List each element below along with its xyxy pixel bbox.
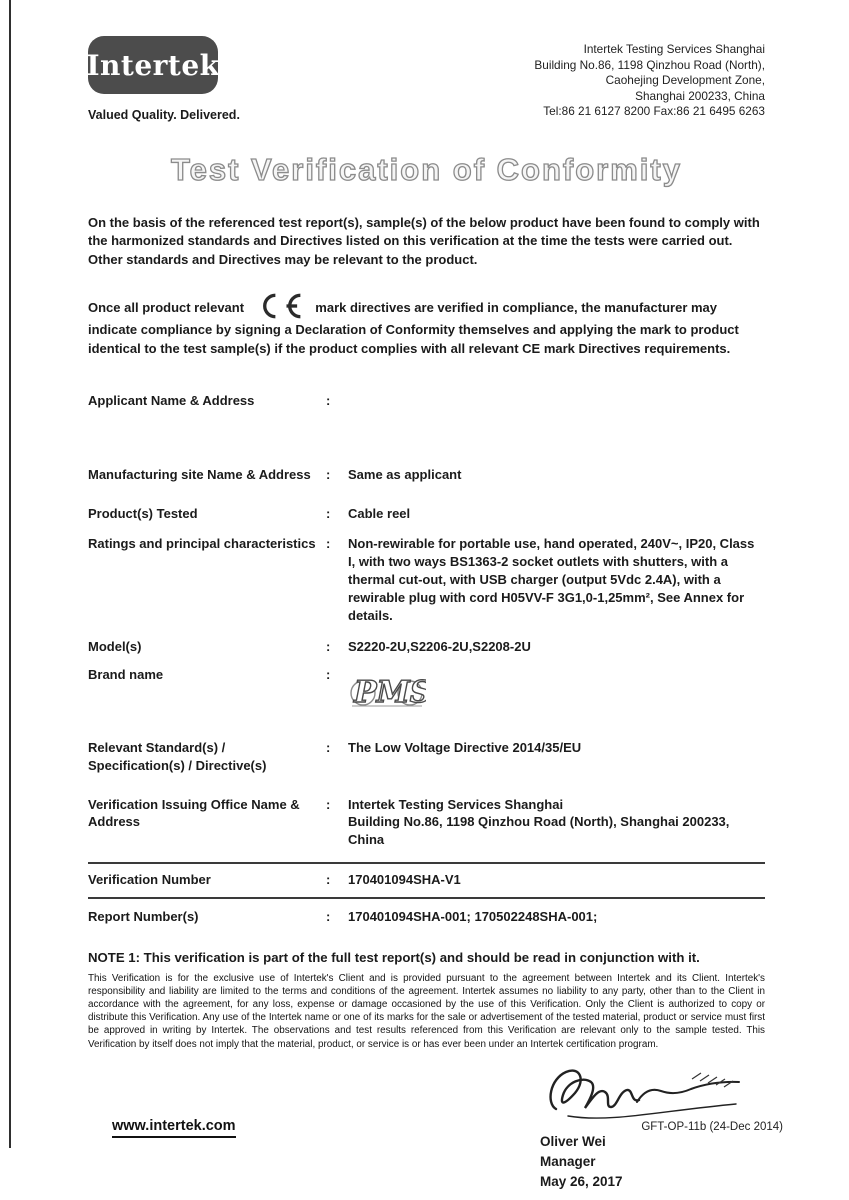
- field-label-ratings: Ratings and principal characteristics: [88, 536, 316, 552]
- intertek-logo-text: Intertek: [86, 48, 220, 82]
- tagline: Valued Quality. Delivered.: [88, 108, 240, 122]
- colon: :: [326, 393, 331, 409]
- colon: :: [326, 666, 331, 682]
- field-row-product-tested: [88, 505, 765, 523]
- field-value-ratings: Non-rewirable for portable use, hand operated, 240V~, IP20, Class I, with two ways BS1363-2 socket outlets with shutters, with a thermal cut-out, with USB charger (output 5Vdc 2.4A), with a rewirable plug with cord H05VV-F 3G1,0-1,25mm², See Annex for details.: [348, 536, 755, 623]
- field-label-models: Model(s): [88, 638, 142, 654]
- intertek-logo: [88, 36, 218, 94]
- field-label-report-numbers: Report Number(s): [88, 909, 199, 925]
- field-row-standards: [88, 739, 765, 775]
- intro-paragraph-1: On the basis of the referenced test report(s), sample(s) of the below product have been found to comply with the harmonized standards and Directives listed on this verification at the time the tests were carried out. Other standards and Directives may be relevant to the product.: [88, 215, 760, 267]
- field-value-product-tested: Cable reel: [348, 506, 411, 522]
- signatory-name: Oliver Wei: [540, 1133, 606, 1149]
- address-line: Shanghai 200233, China: [635, 88, 765, 103]
- field-label-verification-number: Verification Number: [88, 872, 211, 888]
- logo-block: [88, 36, 240, 122]
- field-value-verification-number: 170401094SHA-V1: [348, 872, 461, 888]
- field-label-manufacturing-site: Manufacturing site Name & Address: [88, 467, 311, 483]
- legal-disclaimer: This Verification is for the exclusive use of Intertek's Client and is provided pursuant to the agreement between Intertek and its Client. Intertek's responsibility and liability are limited to the terms and conditions of the agreement. Intertek assumes no liability to any party, other than to the Client in accordance with the agreement, for any loss, expense or damage occasioned by the use of this Verification. Only the Client is authorized to copy or distribute this Verification. Any use of the Intertek name or one of its marks for the sale or advertisement of the tested material, product or service must first be approved in writing by Intertek. The observations and test results referenced from this Verification are relevant only to the sample tested. This Verification by itself does not imply that the material, product, or service is or has ever been under an Intertek certification program.: [88, 973, 765, 1050]
- field-row-models: [88, 638, 765, 656]
- website-link: www.intertek.com: [112, 1118, 236, 1138]
- field-row-report-numbers: [88, 908, 765, 926]
- address-line: Building No.86, 1198 Qinzhou Road (North),: [534, 57, 765, 72]
- field-row-manufacturing-site: [88, 466, 765, 484]
- colon: :: [326, 536, 331, 552]
- field-row-applicant: [88, 392, 765, 410]
- signature: [540, 1063, 755, 1125]
- scan-artifact-line: [9, 0, 11, 1148]
- signatory-title: Manager: [540, 1153, 596, 1169]
- form-code: GFT-OP-11b (24-Dec 2014): [641, 1121, 783, 1133]
- field-label-applicant: Applicant Name & Address: [88, 393, 255, 409]
- note-1: NOTE 1: This verification is part of the full test report(s) and should be read in conjunction with it.: [88, 950, 700, 966]
- colon: :: [326, 739, 331, 755]
- colon: :: [326, 638, 331, 654]
- field-label-brand-name: Brand name: [88, 666, 164, 682]
- field-label-product-tested: Product(s) Tested: [88, 506, 198, 522]
- field-value-brand-name: [348, 666, 765, 717]
- intro-paragraph-2-after: mark directives are verified in compliance, the manufacturer may indicate compliance by signing a Declaration of Conformity themselves and applying the mark to product identical to the test sample(s) if the product complies with all relevant CE mark Directives requirements.: [88, 300, 739, 356]
- fields-section: [88, 392, 765, 926]
- field-row-issuing-office: [88, 796, 765, 850]
- intro-paragraph-2-before: Once all product relevant: [88, 300, 245, 316]
- field-value-models: S2220-2U,S2206-2U,S2208-2U: [348, 638, 531, 654]
- issuing-office-line: Building No.86, 1198 Qinzhou Road (North), Shanghai 200233, China: [348, 814, 730, 848]
- colon: :: [326, 909, 331, 925]
- field-value-report-numbers: 170401094SHA-001; 170502248SHA-001;: [348, 909, 598, 925]
- field-value-manufacturing-site: Same as applicant: [348, 467, 462, 483]
- ce-mark-icon: [255, 291, 305, 321]
- intro-paragraph-2: [88, 291, 765, 358]
- brand-logo-pms: [348, 666, 426, 712]
- document-header: [88, 36, 765, 122]
- colon: :: [326, 467, 331, 483]
- field-value-issuing-office: [348, 796, 765, 850]
- signature-date: May 26, 2017: [540, 1174, 623, 1190]
- colon: :: [326, 506, 331, 522]
- field-row-ratings: [88, 535, 765, 625]
- divider-line: [88, 862, 765, 864]
- address-line: Tel:86 21 6127 8200 Fax:86 21 6495 6263: [543, 104, 765, 119]
- office-address: [534, 42, 765, 120]
- field-row-verification-number: [88, 871, 765, 889]
- colon: :: [326, 796, 331, 812]
- document-footer: [112, 1118, 783, 1138]
- colon: :: [326, 872, 331, 888]
- field-row-brand-name: [88, 666, 765, 717]
- brand-logo-text: PMS: [354, 674, 426, 710]
- divider-line: [88, 897, 765, 899]
- address-line: Caohejing Development Zone,: [605, 73, 765, 88]
- document-title: Test Verification of Conformity: [171, 152, 682, 187]
- address-line: Intertek Testing Services Shanghai: [583, 42, 765, 56]
- signatory-info: [540, 1132, 780, 1193]
- field-label-standards: Relevant Standard(s) / Specification(s) / Directive(s): [88, 739, 267, 773]
- field-label-issuing-office: Verification Issuing Office Name & Address: [88, 796, 300, 830]
- issuing-office-line: Intertek Testing Services Shanghai: [348, 796, 564, 812]
- field-value-standards: The Low Voltage Directive 2014/35/EU: [348, 739, 582, 755]
